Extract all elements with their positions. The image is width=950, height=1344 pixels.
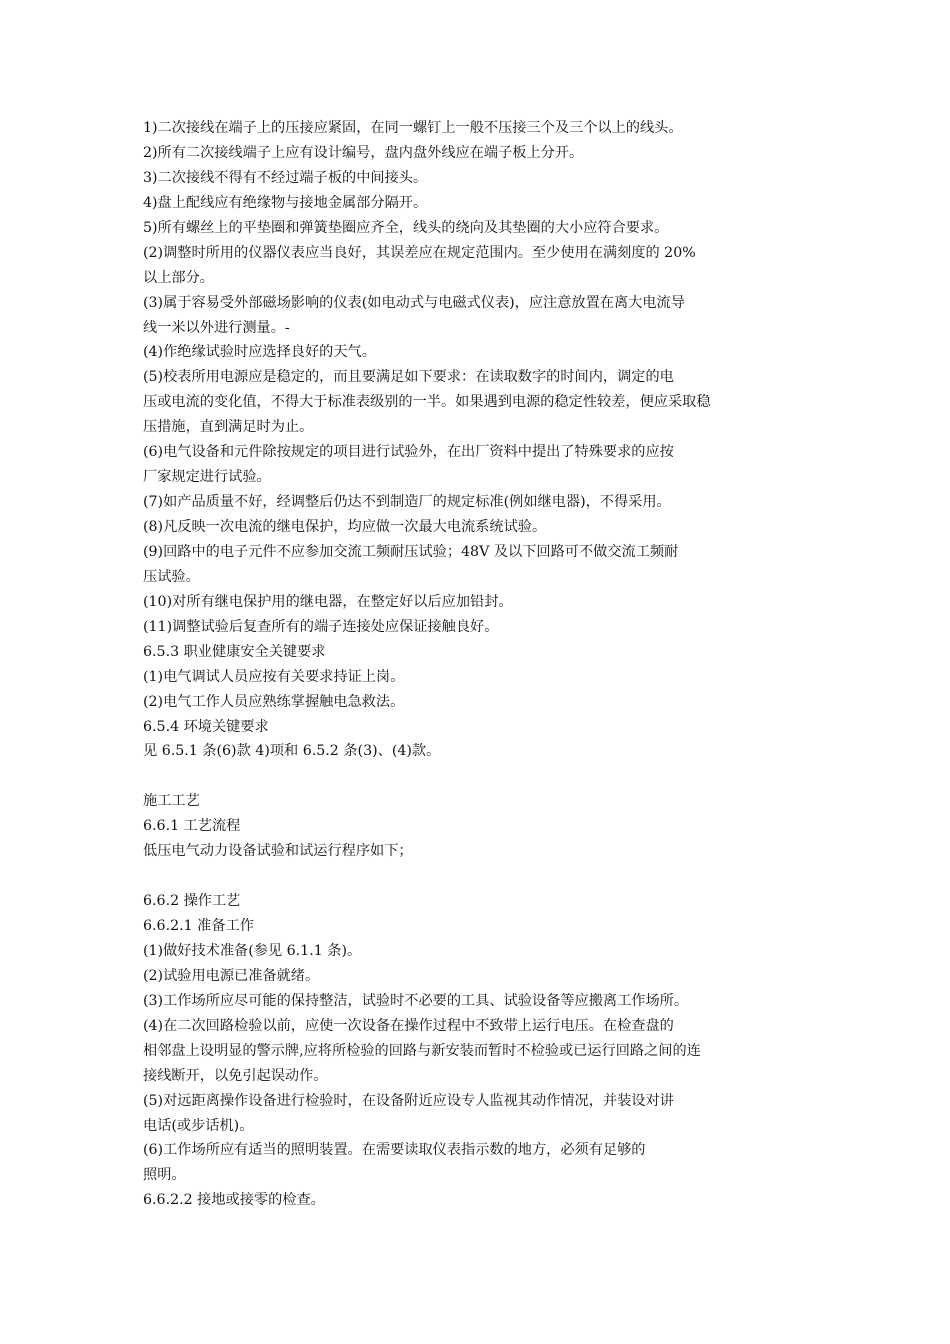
text-line: (6)工作场所应有适当的照明装置。在需要读取仪表指示数的地方，必须有足够的 <box>143 1142 646 1159</box>
text-line: (5)校表所用电源应是稳定的，而且要满足如下要求：在读取数字的时间内，调定的电 <box>143 369 674 386</box>
blank-line <box>143 864 823 889</box>
text-line: 见 6.5.1 条(6)款 4)项和 6.5.2 条(3)、(4)款。 <box>143 743 441 760</box>
text-line: (1)电气调试人员应按有关要求持证上岗。 <box>143 668 405 685</box>
text-line: (5)对远距离操作设备进行检验时，在设备附近应设专人监视其动作情况，并装设对讲 <box>143 1092 674 1109</box>
text-line: (8)凡反映一次电流的继电保护，均应做一次最大电流系统试验。 <box>143 519 547 535</box>
text-line: (4)作绝缘试验时应选择良好的天气。 <box>143 344 376 361</box>
text-line: (1)做好技术准备(参见 6.1.1 条)。 <box>143 942 362 959</box>
text-line: (3)工作场所应尽可能的保持整洁，试验时不必要的工具、试验设备等应搬离工作场所。 <box>143 992 689 1009</box>
section-heading: 6.6.2 操作工艺 <box>143 893 241 910</box>
text-line: (3)属于容易受外部磁场影响的仪表(如电动式与电磁式仪表)，应注意放置在离大电流导 <box>143 294 685 311</box>
blank-line <box>143 764 823 789</box>
text-line: 线一米以外进行测量。- <box>143 319 290 336</box>
text-line: (9)回路中的电子元件不应参加交流工频耐压试验；48V 及以下回路可不做交流工频耐 <box>143 543 679 560</box>
text-line: (10)对所有继电保护用的继电器，在整定好以后应加铅封。 <box>143 593 513 610</box>
section-heading: 6.6.2.1 准备工作 <box>143 918 254 934</box>
text-line: 电话(或步话机)。 <box>143 1117 254 1134</box>
section-heading: 施工工艺 <box>143 793 200 810</box>
text-line: 4)盘上配线应有绝缘物与接地金属部分隔开。 <box>143 194 428 211</box>
text-line: 1)二次接线在端子上的压接应紧固，在同一螺钉上一般不压接三个及三个以上的线头。 <box>143 120 683 136</box>
text-line: 低压电气动力设备试验和试运行程序如下； <box>143 843 413 860</box>
document-body <box>143 116 823 1213</box>
text-line: 接线断开，以免引起误动作。 <box>143 1067 328 1084</box>
text-line: (2)试验用电源已准备就绪。 <box>143 967 320 984</box>
text-line: 3)二次接线不得有不经过端子板的中间接头。 <box>143 169 428 186</box>
text-line: 压措施，直到满足时为止。 <box>143 419 314 436</box>
text-line: (7)如产品质量不好，经调整后仍达不到制造厂的规定标准(例如继电器)，不得采用。 <box>143 494 671 511</box>
section-heading: 6.6.2.2 接地或接零的检查。 <box>143 1192 325 1209</box>
text-line: 相邻盘上设明显的警示牌,应将所检验的回路与新安装而暂时不检验或已运行回路之间的连 <box>143 1042 701 1059</box>
text-line: (2)调整时所用的仪器仪表应当良好，其误差应在规定范围内。至少使用在满刻度的 20% <box>143 244 696 261</box>
text-line: 2)所有二次接线端子上应有设计编号，盘内盘外线应在端子板上分开。 <box>143 144 584 161</box>
text-line: (2)电气工作人员应熟练掌握触电急救法。 <box>143 693 405 710</box>
text-line: 压或电流的变化值，不得大于标准表级别的一半。如果遇到电源的稳定性较差，便应采取稳 <box>143 394 711 411</box>
text-line: (4)在二次回路检验以前，应使一次设备在操作过程中不致带上运行电压。在检查盘的 <box>143 1017 674 1034</box>
text-line: 5)所有螺丝上的平垫圈和弹簧垫圈应齐全，线头的绕向及其垫圈的大小应符合要求。 <box>143 219 669 236</box>
text-line: (6)电气设备和元件除按规定的项目进行试验外，在出厂资料中提出了特殊要求的应按 <box>143 444 674 461</box>
section-heading: 6.6.1 工艺流程 <box>143 818 241 835</box>
section-heading: 6.5.4 环境关键要求 <box>143 718 269 735</box>
text-line: 照明。 <box>143 1167 186 1184</box>
section-heading: 6.5.3 职业健康安全关键要求 <box>143 643 326 660</box>
text-line: 以上部分。 <box>143 269 214 286</box>
text-line: (11)调整试验后复查所有的端子连接处应保证接触良好。 <box>143 618 499 635</box>
text-line: 厂家规定进行试验。 <box>143 469 271 486</box>
text-line: 压试验。 <box>143 568 200 585</box>
